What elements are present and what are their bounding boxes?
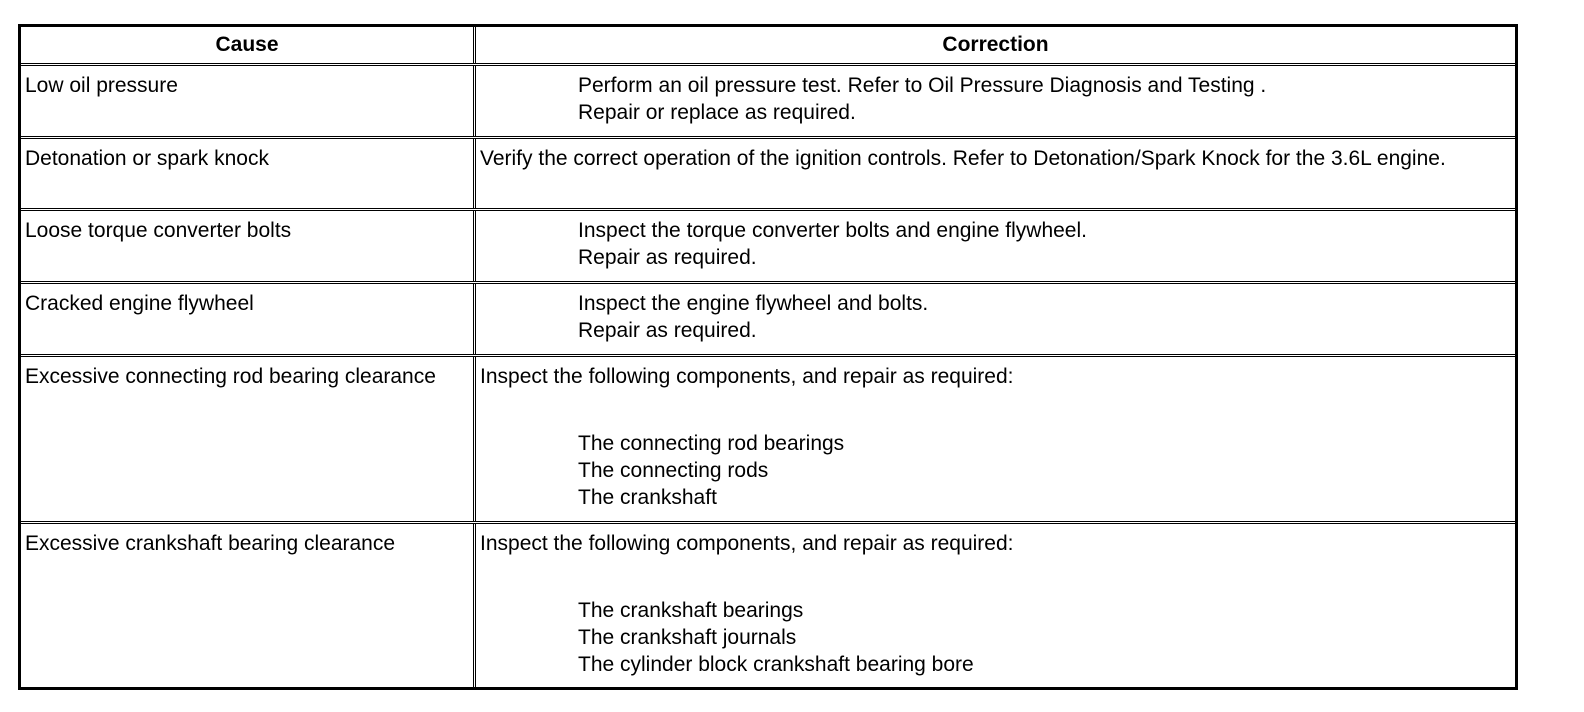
list-item: The crankshaft journals xyxy=(578,626,797,649)
table-row xyxy=(21,521,1515,687)
correction-line: Repair or replace as required. xyxy=(578,101,856,124)
correction-steps xyxy=(480,72,1511,126)
correction-line: Repair as required. xyxy=(578,246,757,269)
correction-line: Inspect the torque converter bolts and engine flywheel. xyxy=(578,219,1087,242)
list-item: The connecting rod bearings xyxy=(578,432,845,455)
cause-cell: Loose torque converter bolts xyxy=(21,211,476,281)
correction-cell xyxy=(476,211,1515,281)
cause-column-header: Cause xyxy=(21,27,476,63)
correction-intro: Inspect the following components, and repair as required: xyxy=(480,532,1014,555)
correction-line: Repair as required. xyxy=(578,319,757,342)
correction-steps xyxy=(480,217,1511,271)
cause-cell: Excessive connecting rod bearing clearance xyxy=(21,357,476,521)
correction-line: Inspect the engine flywheel and bolts. xyxy=(578,292,929,315)
table-row xyxy=(21,136,1515,208)
correction-cell xyxy=(476,524,1515,687)
cause-cell: Excessive crankshaft bearing clearance xyxy=(21,524,476,687)
list-item: The cylinder block crankshaft bearing bore xyxy=(578,653,974,676)
component-list xyxy=(480,430,1511,511)
correction-cell: Verify the correct operation of the ignition controls. Refer to Detonation/Spark Knock for the 3.6L engine. xyxy=(480,147,1446,170)
cause-cell: Cracked engine flywheel xyxy=(21,284,476,354)
cause-cell: Low oil pressure xyxy=(21,66,476,136)
cause-cell: Detonation or spark knock xyxy=(21,139,476,208)
correction-column-header: Correction xyxy=(942,33,1049,56)
list-item: The crankshaft bearings xyxy=(578,599,804,622)
diagnosis-table xyxy=(18,24,1518,690)
correction-cell xyxy=(476,357,1515,521)
correction-cell xyxy=(476,284,1515,354)
correction-cell xyxy=(476,66,1515,136)
table-header-row xyxy=(21,27,1515,63)
table-row xyxy=(21,354,1515,521)
correction-steps xyxy=(480,290,1511,344)
correction-intro: Inspect the following components, and repair as required: xyxy=(480,365,1014,388)
list-item: The crankshaft xyxy=(578,486,717,509)
table-row xyxy=(21,208,1515,281)
correction-line: Perform an oil pressure test. Refer to Oil Pressure Diagnosis and Testing . xyxy=(578,74,1267,97)
component-list xyxy=(480,597,1511,678)
table-row xyxy=(21,63,1515,136)
list-item: The connecting rods xyxy=(578,459,769,482)
table-row xyxy=(21,281,1515,354)
